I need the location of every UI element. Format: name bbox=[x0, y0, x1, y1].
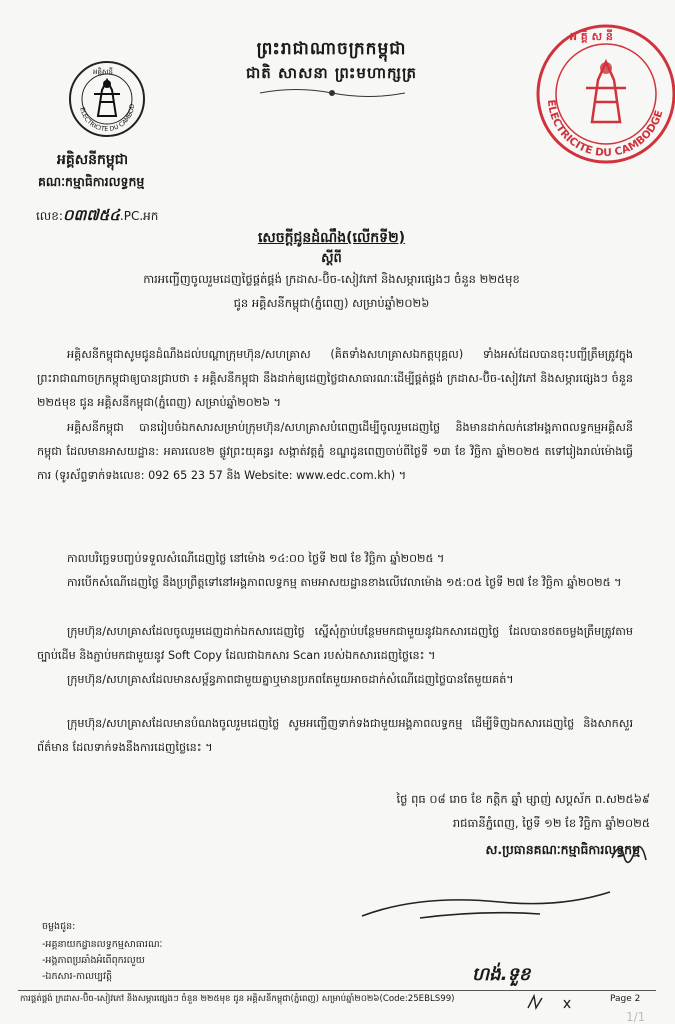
page-number: Page 2 bbox=[610, 994, 641, 1004]
reference-label: លេខ: bbox=[36, 209, 63, 223]
place-and-date: រាជធានីភ្នំពេញ, ថ្ងៃទី ១២ ខែ វិច្ឆិកា ឆ្នាំ២០២៥ bbox=[452, 816, 650, 830]
svg-text:ELECTRICITE DU CAMBODGE bbox=[545, 99, 665, 159]
official-seal-stamp bbox=[530, 18, 675, 168]
footer-text: ការផ្គត់ផ្គង់ ក្រដាស-ប៊ិច-សៀវភៅ និងសម្ភារផ្សេងៗ ចំនួន ២២៥មុខ ជូន អគ្គិសនីកម្ពុជា(ភ្នំពេញ) សម្រាប់ឆ្នាំ២០២៦(Code:25EBLS99) bbox=[20, 994, 455, 1004]
cc-heading: ចម្លងជូន: bbox=[42, 921, 76, 932]
subject-line-2: ជូន អគ្គិសនីកម្ពុជា(ភ្នំពេញ) សម្រាប់ឆ្នាំ២០២៦ bbox=[233, 296, 430, 310]
footer-divider bbox=[18, 990, 656, 991]
handwritten-signature bbox=[360, 888, 630, 928]
motto-ornament bbox=[260, 86, 405, 100]
signatory-title: ស.ប្រធានគណៈកម្មាធិការលទ្ធកម្ម bbox=[485, 842, 640, 857]
cc-item: -អង្គភាពប្រឆាំងអំពើពុករលួយ bbox=[42, 955, 145, 966]
svg-text:អ គ្គិ ស នី: អ គ្គិ ស នី bbox=[570, 30, 613, 43]
paragraph-deadline: កាលបរិច្ឆេទបញ្ចប់ទទួលសំណើដេញថ្លៃ នៅម៉ោង ១៤:០០ ថ្ងៃទី ២៧ ខែ វិច្ឆិកា ឆ្នាំ២០២៥ ។ bbox=[67, 552, 445, 565]
edc-logo bbox=[65, 55, 146, 138]
reference-number bbox=[36, 206, 158, 228]
lunar-date: ថ្ងៃ ពុធ ០៨ រោច ខែ កត្ដិក ឆ្នាំ ម្សាញ់ សប្ដស័ក ព.ស២៥៦៩ bbox=[396, 792, 650, 806]
logo-text: ELECTRICITE DU CAMBODGE bbox=[65, 55, 137, 134]
footer-initials bbox=[524, 994, 586, 1014]
svg-text:អគ្គិសនី: អគ្គិសនី bbox=[93, 68, 113, 76]
paragraph-opening: ការបើកសំណើដេញថ្លៃ នឹងប្រព្រឹត្តទៅនៅអង្គភាពលទ្ធកម្ម តាមអាសយដ្ឋានខាងលើវេលាម៉ោង ១៥:០៥ ថ្ងៃទី ២៧ ខែ វិច្ឆិកា ឆ្នាំ២០២៥ ។ bbox=[67, 576, 622, 589]
reference-suffix: .PC.អក bbox=[119, 209, 159, 223]
committee-name: គណៈកម្មាធិការលទ្ធកម្ម bbox=[38, 174, 145, 189]
initials-signature bbox=[610, 838, 650, 868]
national-motto: ជាតិ សាសនា ព្រះមហាក្សត្រ bbox=[246, 64, 417, 82]
notice-title: សេចក្ដីជូនដំណឹង(លើកទី២) bbox=[257, 230, 406, 246]
viewer-page-indicator: 1/1 bbox=[626, 1010, 646, 1024]
paragraph-affiliation: ក្រុមហ៊ុន/សហគ្រាសដែលមានសម្ព័ន្ធភាពជាមួយគ្នាឬមានប្រភពតែមួយអាចដាក់សំណើដេញថ្លៃបានតែមួយគត់។ bbox=[67, 673, 514, 686]
notice-about: ស្ដីពី bbox=[321, 251, 342, 266]
paragraph-intro: អគ្គិសនីកម្ពុជាសូមជូនដំណឹងដល់បណ្ដាក្រុមហ៊ុន/សហគ្រាស (គិតទាំងសហគ្រាសឯកត្តបុគ្គល) ទាំងអស់ដែលបានចុះបញ្ជីត្រឹមត្រូវក្នុងព្រះរាជាណាចក្រកម្ពុជាឲ្យបានជ្រាបថា ៖ អគ្គិសនីកម្ពុជា នឹងដាក់ឲ្យដេញថ្លៃជាសាធារណៈដើម្បីផ្គត់ផ្គង់ ក្រដាស-ប៊ិច-សៀវភៅ និងសម្ភារផ្សេងៗ ចំនួន ២២៥មុខ ជូន អគ្គិសនីកម្ពុជា(ភ្នំពេញ) សម្រាប់ឆ្នាំ២០២៦ ។ bbox=[37, 348, 633, 409]
paragraph-soft-copy: ក្រុមហ៊ុន/សហគ្រាសដែលចូលរួមដេញដាក់ឯកសារដេញថ្លៃ ស្នើសុំភ្ជាប់បន្ថែមមកជាមួយនូវឯកសារដេញថ្លៃ ដែលបានថតចម្លងត្រឹមត្រូវតាមច្បាប់ដើម និងភ្ជាប់មកជាមួយនូវ Soft Copy ដែលជាឯកសារ Scan របស់ឯកសារដេញថ្លៃនេះ ។ bbox=[37, 625, 633, 662]
subject-line-1: ការអញ្ជើញចូលរួមដេញថ្លៃផ្គត់ផ្គង់ ក្រដាស-ប៊ិច-សៀវភៅ និងសម្ភារផ្សេងៗ ចំនួន ២២៥មុខ bbox=[143, 272, 520, 286]
handwritten-number: ហង់.ទួខ bbox=[472, 964, 531, 985]
org-name: អគ្គិសនីកម្ពុជា bbox=[57, 152, 129, 168]
reference-value: ០៣៧៥៤ bbox=[62, 206, 120, 224]
paragraph-contact: ក្រុមហ៊ុន/សហគ្រាសដែលមានបំណងចូលរួមដេញថ្លៃ សូមអញ្ជើញទាក់ទងជាមួយអង្គភាពលទ្ធកម្ម ដើម្បីទិញឯកសារដេញថ្លៃ និងសាកសួរព័ត៌មាន ដែលទាក់ទងនឹងការដេញថ្លៃនេះ ។ bbox=[37, 717, 633, 754]
kingdom-heading: ព្រះរាជាណាចក្រកម្ពុជា bbox=[256, 39, 407, 59]
stamp-text: ELECTRICITE DU CAMBODGE bbox=[544, 99, 666, 160]
paragraph-documents: អគ្គិសនីកម្ពុជា បានរៀបចំឯកសារសម្រាប់ក្រុមហ៊ុន/សហគ្រាសបំពេញដើម្បីចូលរួមដេញថ្លៃ និងមានដាក់លក់នៅអង្គភាពលទ្ធកម្មអគ្គិសនីកម្ពុជា ដែលមានអាសយដ្ឋាន: អគារលេខ២ ផ្លូវព្រះយុគន្ធរ សង្កាត់វត្តភ្នំ ខណ្ឌដូនពេញចាប់ពីថ្ងៃទី ១៣ ខែ វិច្ឆិកា ឆ្នាំ២០២៥ តទៅរៀងរាល់ម៉ោងធ្វើការ (ទូរស័ព្ទទាក់ទងលេខ: 092 65 23 57 និង Website: www.edc.com.kh) ។ bbox=[37, 421, 633, 482]
cc-item: -អគ្គនាយកដ្ឋានលទ្ធកម្មសាធារណៈ bbox=[42, 939, 163, 950]
cc-item: -ឯកសារ-កាលប្បវត្តិ bbox=[42, 971, 112, 982]
